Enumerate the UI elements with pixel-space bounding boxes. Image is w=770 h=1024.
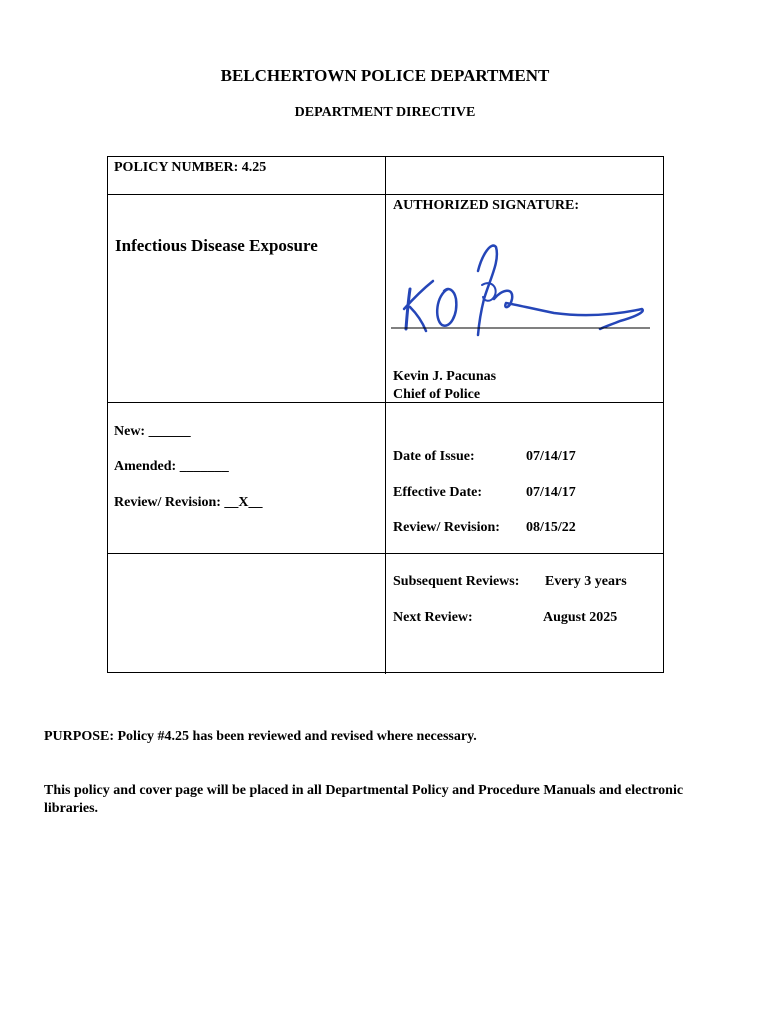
signature-stroke bbox=[494, 291, 643, 329]
signature-image bbox=[388, 237, 658, 337]
distribution-notice: This policy and cover page will be placed in all Departmental Policy and Procedure Manuals and electronic libraries. bbox=[44, 783, 684, 816]
table-row-divider bbox=[108, 402, 663, 403]
review-value: Every 3 years bbox=[545, 574, 627, 589]
purpose-statement: PURPOSE: Policy #4.25 has been reviewed and revised where necessary. bbox=[44, 729, 477, 744]
review-label: Subsequent Reviews: bbox=[393, 574, 520, 589]
date-label: Date of Issue: bbox=[393, 449, 475, 464]
date-value: 07/14/17 bbox=[526, 449, 576, 464]
signature-stroke bbox=[410, 307, 426, 331]
policy-form-table bbox=[107, 156, 664, 673]
signature-stroke bbox=[478, 246, 497, 335]
signatory-name: Kevin J. Pacunas bbox=[393, 369, 497, 384]
policy-title: Infectious Disease Exposure bbox=[115, 236, 318, 255]
signature-stroke bbox=[406, 289, 410, 329]
review-label: Next Review: bbox=[393, 610, 473, 625]
date-value: 08/15/22 bbox=[526, 520, 576, 535]
status-review-revision: Review/ Revision: __X__ bbox=[114, 495, 263, 510]
department-title: BELCHERTOWN POLICE DEPARTMENT bbox=[220, 66, 550, 85]
authorized-signature-label: AUTHORIZED SIGNATURE: bbox=[393, 198, 580, 213]
signatory-title: Chief of Police bbox=[393, 387, 481, 402]
document-type: DEPARTMENT DIRECTIVE bbox=[294, 105, 476, 120]
date-label: Review/ Revision: bbox=[393, 520, 500, 535]
table-row-divider bbox=[108, 553, 663, 554]
signature-stroke bbox=[437, 289, 456, 326]
table-row-divider bbox=[108, 194, 663, 195]
status-new: New: ______ bbox=[114, 424, 191, 439]
status-amended: Amended: _______ bbox=[114, 459, 229, 474]
review-value: August 2025 bbox=[543, 610, 618, 625]
date-label: Effective Date: bbox=[393, 485, 483, 500]
policy-number: POLICY NUMBER: 4.25 bbox=[114, 160, 267, 175]
table-column-divider bbox=[385, 157, 386, 674]
date-value: 07/14/17 bbox=[526, 485, 576, 500]
